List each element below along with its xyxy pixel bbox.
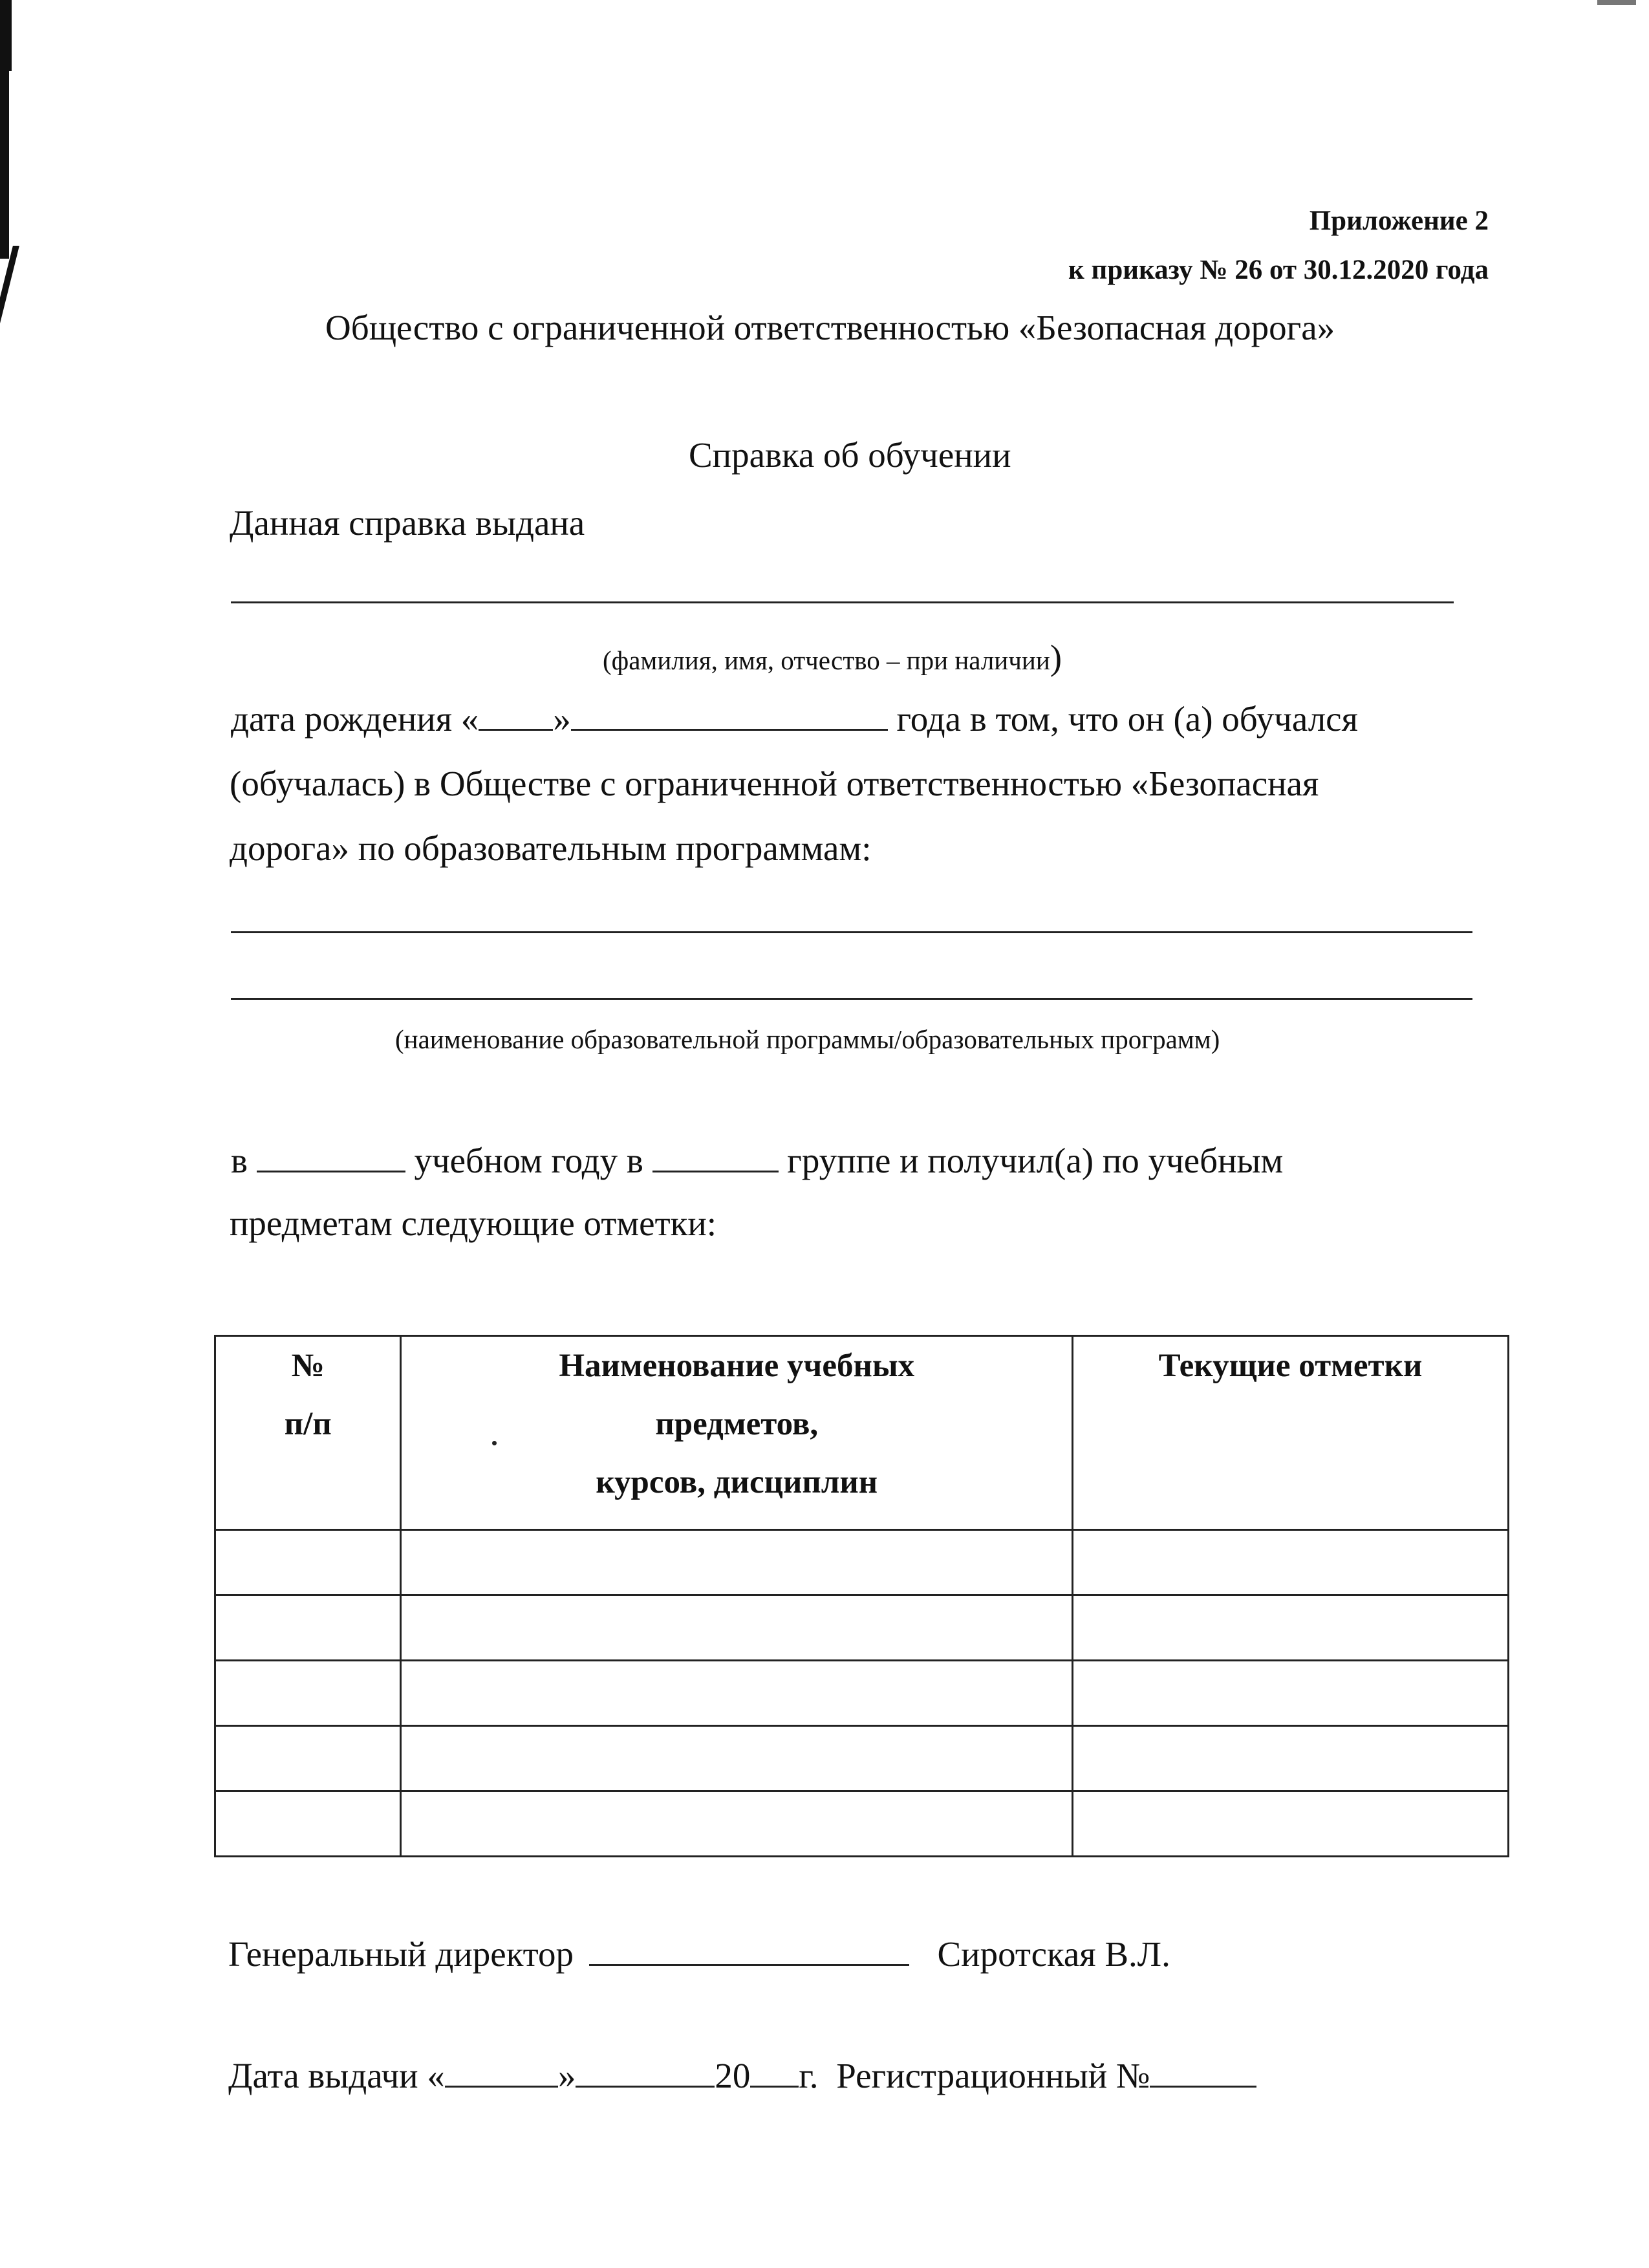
scan-edge-mark: [0, 246, 19, 349]
issue-year-prefix: 20: [715, 2056, 751, 2095]
program-caption: (наименование образовательной программы/образовательных программ): [395, 1024, 1220, 1054]
birth-month-year-blank: [571, 703, 888, 731]
column-subjects-line-1: Наименование учебных: [559, 1348, 915, 1384]
group-blank: [652, 1145, 779, 1172]
table-cell: [215, 1530, 401, 1595]
column-subjects-line-2: предметов,: [655, 1406, 819, 1442]
column-number-line-2: п/п: [284, 1406, 332, 1442]
study-mid: учебном году в: [414, 1141, 643, 1180]
column-number: [215, 1336, 401, 1530]
marks-table: [214, 1335, 1509, 1857]
director-name: Сиротская В.Л.: [937, 1934, 1170, 1974]
document-title: Справка об обучении: [689, 435, 1011, 475]
birth-day-blank: [479, 703, 553, 731]
paragraph-line-3: дорога» по образовательным программам:: [230, 828, 872, 868]
table-cell: [1072, 1595, 1508, 1661]
registration-label: Регистрационный №: [836, 2056, 1150, 2095]
birth-date-mid: »: [553, 699, 571, 739]
fio-caption: [603, 637, 1062, 678]
scan-edge-mark: [9, 0, 12, 71]
table-cell: [401, 1791, 1073, 1857]
issue-date-mid: »: [557, 2056, 576, 2095]
paragraph-line-2: (обучалась) в Обществе с ограниченной ответственностью «Безопасная: [230, 764, 1319, 803]
issue-day-blank: [445, 2060, 558, 2088]
table-row: [215, 1726, 1509, 1791]
table-row: [215, 1595, 1509, 1661]
table-cell: [401, 1726, 1073, 1791]
study-prefix: в: [231, 1141, 248, 1180]
birth-date-prefix: дата рождения «: [231, 699, 479, 739]
scan-dot: [492, 1441, 497, 1445]
table-cell: [215, 1726, 401, 1791]
table-cell: [215, 1791, 401, 1857]
fio-caption-text: (фамилия, имя, отчество – при наличии: [603, 645, 1050, 675]
director-position: Генеральный директор: [228, 1934, 574, 1974]
order-reference: к приказу № 26 от 30.12.2020 года: [1068, 255, 1489, 285]
column-current-marks-line-1: Текущие отметки: [1158, 1348, 1423, 1384]
table-cell: [215, 1595, 401, 1661]
study-line-2: предметам следующие отметки:: [230, 1204, 717, 1243]
study-suffix: группе и получил(а) по учебным: [787, 1141, 1284, 1180]
table-row: [215, 1661, 1509, 1726]
table-header-row: [215, 1336, 1509, 1530]
table-cell: [1072, 1726, 1508, 1791]
table-row: [215, 1530, 1509, 1595]
column-number-line-1: №: [291, 1348, 325, 1384]
column-subjects: [401, 1336, 1073, 1530]
column-current-marks: [1072, 1336, 1508, 1530]
appendix-label: Приложение 2: [1309, 206, 1489, 236]
fio-caption-paren: ): [1050, 638, 1062, 677]
study-line: [231, 1140, 1283, 1181]
signature-line: [228, 1934, 1170, 1974]
issue-month-blank: [576, 2060, 715, 2088]
table-cell: [1072, 1791, 1508, 1857]
issued-to-label: Данная справка выдана: [230, 503, 585, 543]
table-cell: [1072, 1661, 1508, 1726]
issue-year-blank: [750, 2060, 799, 2088]
issue-date-line: [228, 2055, 1256, 2096]
column-subjects-line-3: курсов, дисциплин: [596, 1464, 878, 1500]
signature-blank: [589, 1938, 909, 1966]
issue-year-suffix: г.: [799, 2056, 819, 2095]
birth-date-line: [231, 698, 1358, 739]
issue-date-prefix: Дата выдачи «: [228, 2056, 445, 2095]
organization-name: Общество с ограниченной ответственностью «Безопасная дорога»: [325, 308, 1335, 347]
table-cell: [215, 1661, 401, 1726]
table-row: [215, 1791, 1509, 1857]
scan-edge-mark: [0, 0, 9, 259]
fio-blank-line: [231, 601, 1454, 603]
registration-blank: [1150, 2060, 1256, 2088]
table-cell: [401, 1530, 1073, 1595]
program-blank-line-2: [231, 998, 1472, 1000]
table-cell: [401, 1595, 1073, 1661]
school-year-blank: [257, 1145, 405, 1172]
scan-edge-mark: [1597, 0, 1636, 5]
birth-date-suffix: года в том, что он (а) обучался: [896, 699, 1358, 739]
table-cell: [1072, 1530, 1508, 1595]
program-blank-line-1: [231, 931, 1472, 933]
table-cell: [401, 1661, 1073, 1726]
